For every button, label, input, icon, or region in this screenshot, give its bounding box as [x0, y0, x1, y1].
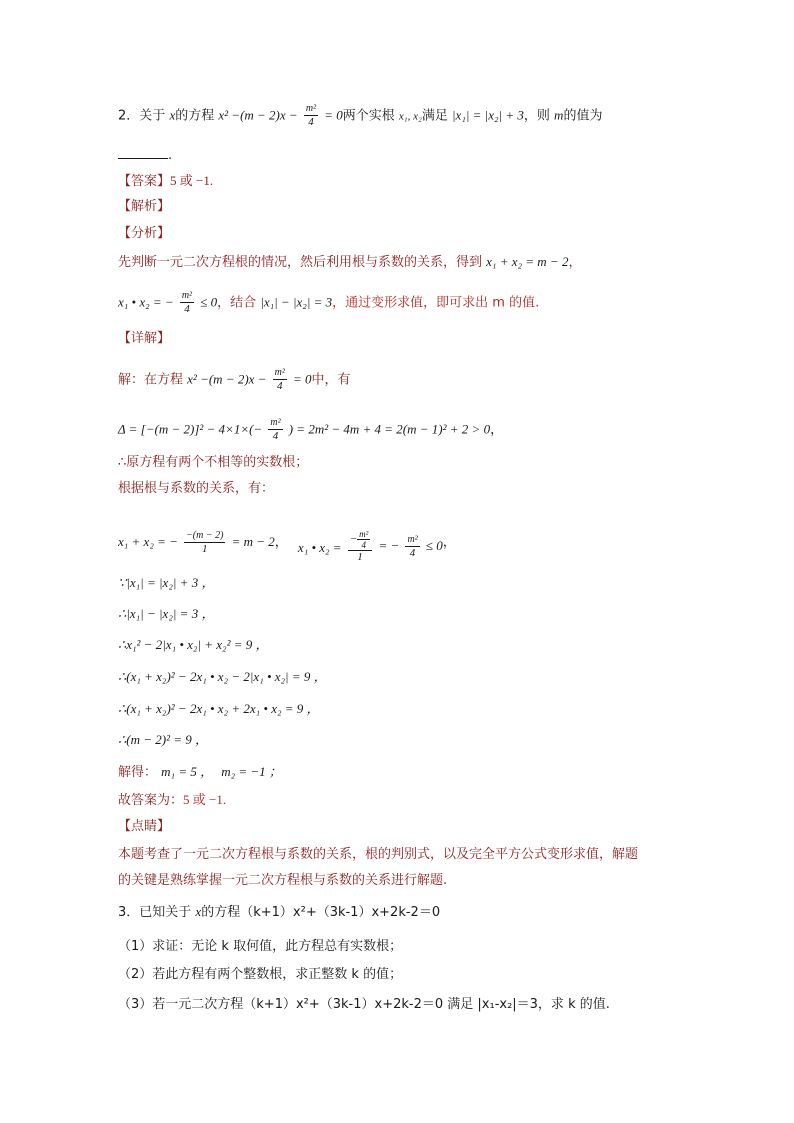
detail-line-11: ∴(m − 2)² = 9 ，: [118, 732, 209, 747]
question-3-part-1: （1）求证：无论 k 取何值，此方程总有实数根；: [118, 939, 403, 954]
detail-line-4: 根据根与系数的关系，有：: [118, 481, 275, 496]
comment-line-2: 的关键是熟练掌握一元二次方程根与系数的关系进行解题.: [118, 873, 448, 888]
fenxi-tag: 【分析】: [118, 226, 171, 241]
detail-line-9: ∴(x₁ + x₂)² − 2x₁ • x₂ − 2|x₁ • x₂| = 9 ，: [118, 669, 327, 684]
final-answer-line: 故答案为：5 或 −1.: [118, 792, 227, 808]
discriminant-line: Δ = [−(m − 2)]² − 4×1×(− $\frac{\text{m²}}{4}$ ) = 2m² − 4m + 4 = 2(m − 1)² + 2 > 0，: [118, 417, 504, 442]
question-3-part-3: （3）若一元二次方程（k+1）x²+（3k-1）x+2k-2＝0 满足 |x₁-x₂|＝3，求 k 的值.: [118, 997, 610, 1012]
detail-line-7: ∴|x₁| − |x₂| = 3 ，: [118, 606, 215, 621]
answer-tag: 【答案】5 或 −1.: [118, 173, 214, 189]
detail-line-6: ∵|x₁| = |x₂| + 3 ，: [118, 575, 215, 590]
question-3-stem: 3．已知关于 x的方程（k+1）x²+（3k-1）x+2k-2＝0: [118, 904, 441, 920]
answer-blank-line: .: [118, 146, 172, 165]
fenxi-line-1: 先判断一元二次方程根的情况，然后利用根与系数的关系，得到 x₁ + x₂ = m − 2，: [118, 254, 582, 270]
detail-tag: 【详解】: [118, 331, 171, 346]
detail-line-1: 解：在方程 x² −(m − 2)x − $\frac{\text{m²}}{4}$ = 0中，有: [118, 367, 351, 392]
detail-line-8: ∴x₁² − 2|x₁ • x₂| + x₂² = 9 ，: [118, 637, 269, 652]
detail-line-3: ∴原方程有两个不相等的实数根；: [118, 455, 309, 470]
vieta-line: x₁ + x₂ = − $\frac{-(m - 2)}{1}$ = m − 2， x₁ • x₂ = − $\frac{\text{m²}}{4}$ 1 = − $\frac{\text{m²}}{4}$ ≤ 0，: [118, 529, 456, 563]
q2-fraction: $\frac{\text{m²}}{4}$: [305, 103, 317, 128]
question-3-part-2: （2）若此方程有两个整数根，求正整数 k 的值；: [118, 967, 403, 982]
answer-blank: [118, 146, 168, 159]
answer-text: 5 或 −1.: [170, 173, 214, 188]
comment-line-1: 本题考查了一元二次方程根与系数的关系，根的判别式，以及完全平方公式变形求值，解题: [118, 847, 639, 862]
q2-equation: x² −(m − 2)x −: [218, 107, 298, 123]
comment-tag: 【点睛】: [118, 819, 171, 834]
q2-condition: |x₁| = |x₂| + 3: [451, 107, 524, 123]
question-2-stem: 2．关于 x的方程 x² −(m − 2)x − $\frac{\text{m²}}{4}$ = 0两个实根 x₁, x₂满足 |x₁| = |x₂| + 3，则 m的值为: [118, 103, 603, 128]
fenxi-line-2: x₁ • x₂ = − $\frac{\text{m²}}{4}$ ≤ 0，结合 |x₁| − |x₂| = 3，通过变形求值，即可求出 m 的值.: [118, 290, 540, 315]
nested-fraction: − $\frac{\text{m²}}{4}$ 1: [348, 529, 373, 564]
analysis-tag: 【解析】: [118, 199, 171, 214]
detail-line-10: ∴(x₁ + x₂)² − 2x₁ • x₂ + 2x₁ • x₂ = 9 ，: [118, 701, 320, 716]
solution-line: 解得： m₁ = 5 ， m₂ = −1 ；: [118, 764, 282, 780]
